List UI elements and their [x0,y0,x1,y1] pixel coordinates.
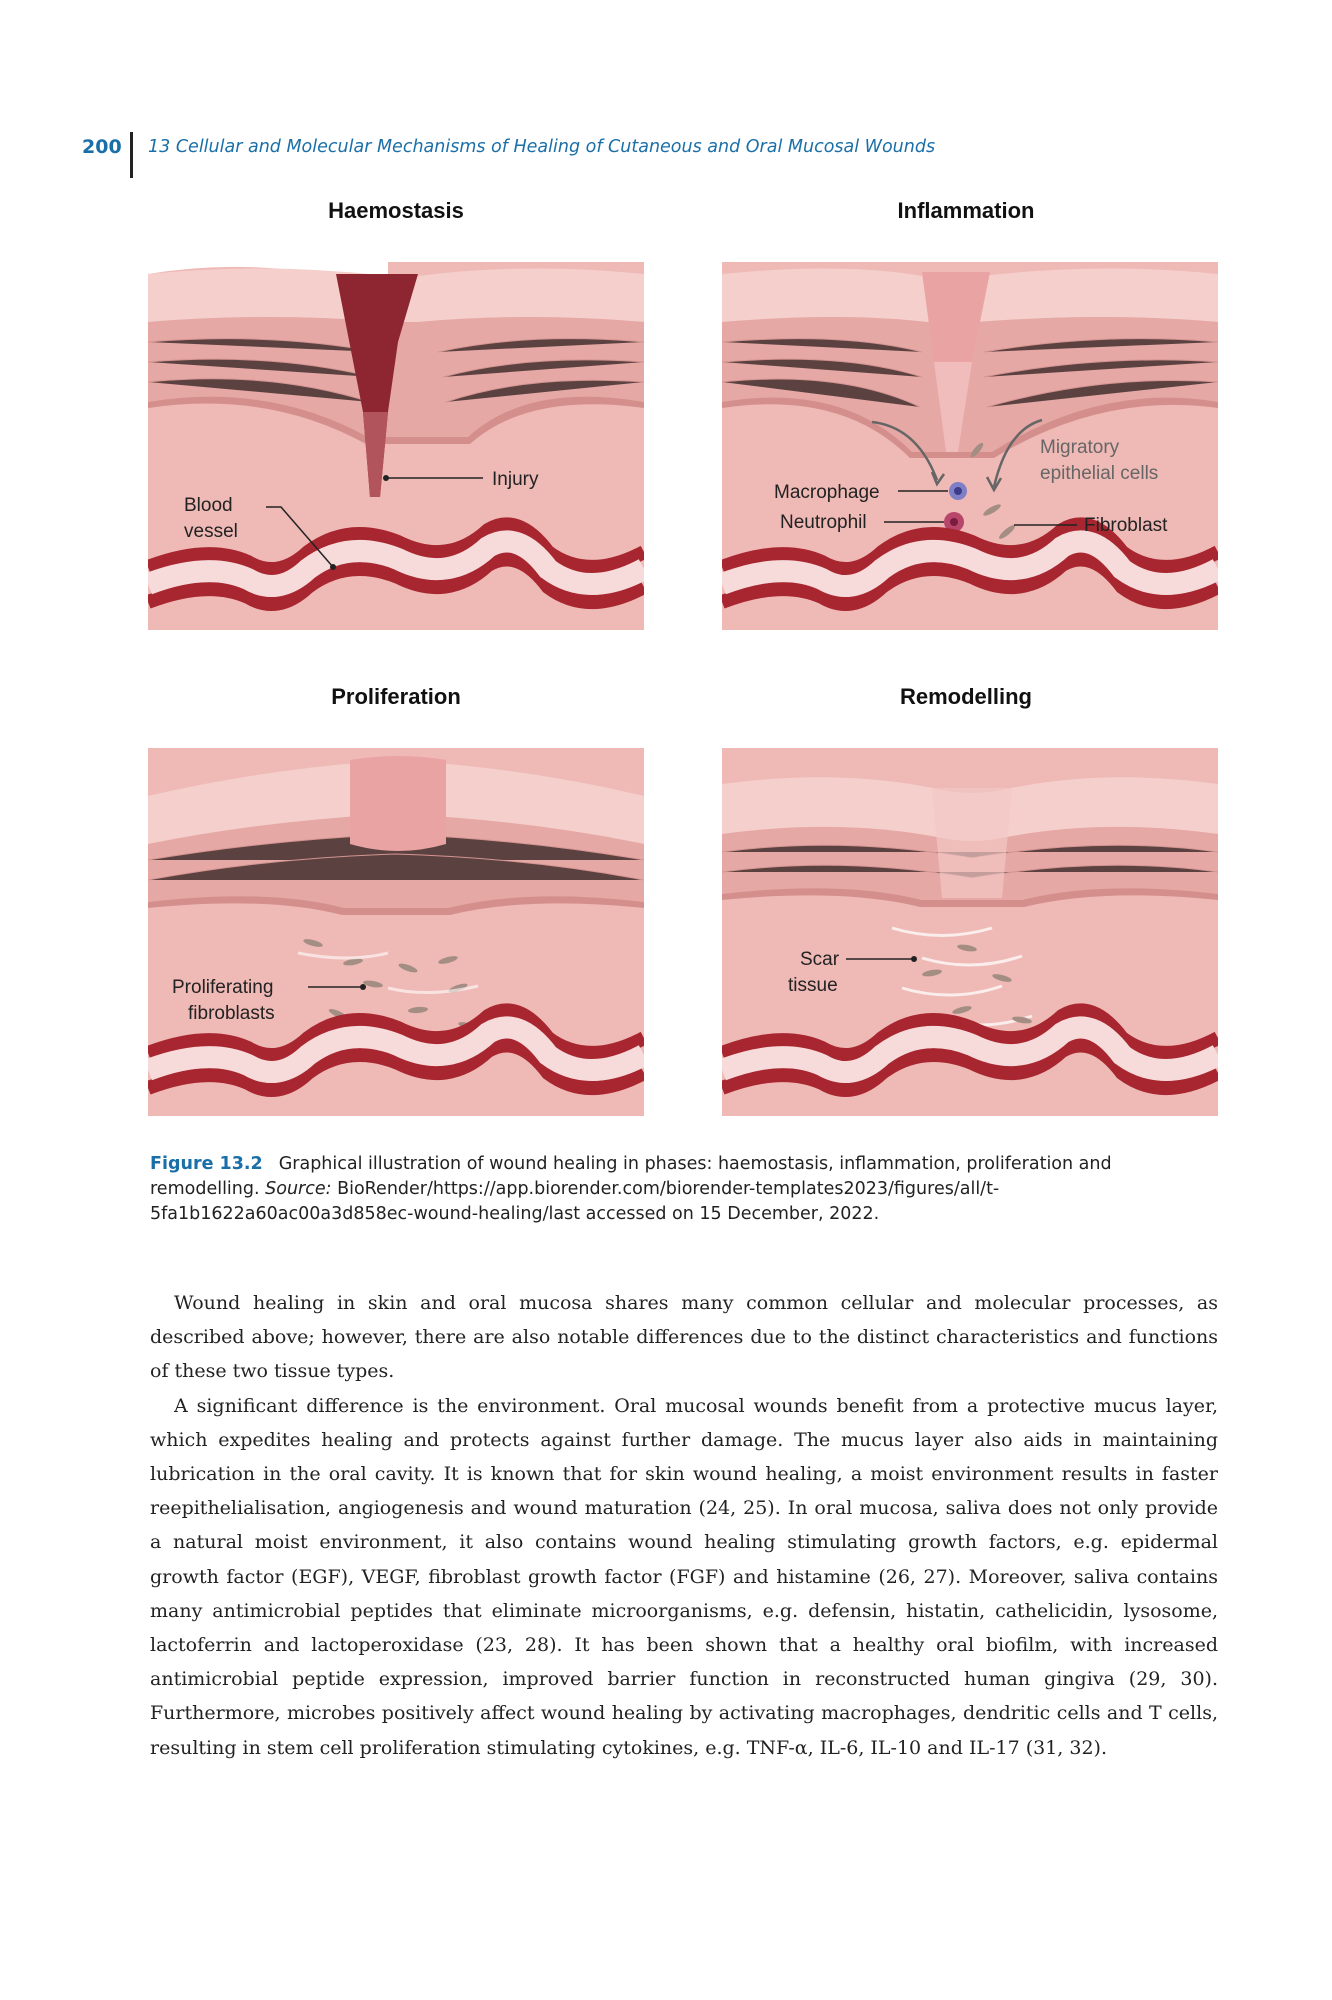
label-blood-vessel-1: Blood [184,495,233,516]
label-fibroblast: Fibroblast [1084,515,1168,536]
caption-source-text: BioRender/https://app.biorender.com/biorender-templates2023/figures/all/t-5fa1b1622a60ac00a3d858ec-wound-healing/last accessed on 15 December, 2022. [150,1179,1000,1224]
header-divider [130,132,133,178]
running-title: 13 Cellular and Molecular Mechanisms of Healing of Cutaneous and Oral Mucosal Wounds [148,137,936,157]
label-macrophage: Macrophage [774,482,880,503]
caption-source-label: Source: [265,1179,332,1199]
panel-title-haemostasis: Haemostasis [328,198,464,223]
label-neutrophil: Neutrophil [780,512,867,533]
label-blood-vessel-2: vessel [184,521,238,542]
paragraph: A significant difference is the environment. Oral mucosal wounds benefit from a protective mucus layer, which expedites healing and protects against further damage. The mucus layer also aids in maintaining lubrication in the oral cavity. It is known that for skin wound healing, a moist environment results in faster reepithelialisation, angiogenesis and wound maturation (24, 25). In oral mucosa, saliva does not only provide a natural moist environment, it also contains wound healing stimulating growth factors, e.g. epidermal growth factor (EGF), VEGF, fibroblast growth factor (FGF) and histamine (26, 27). Moreover, saliva contains many antimicrobial peptides that eliminate microorganisms, e.g. defensin, histatin, cathelicidin, lysosome, lactoferrin and lactoperoxidase (23, 28). It has been shown that a healthy oral biofilm, with increased antimicrobial peptide expression, improved barrier function in reconstructed human gingiva (29, 30). Furthermore, microbes positively affect wound healing by activating macrophages, dendritic cells and T cells, resulting in stem cell proliferation stimulating cytokines, e.g. TNF-α, IL-6, IL-10 and IL-17 (31, 32). [150,1394,1218,1759]
proliferation-illustration [148,748,644,1116]
label-scar-2: tissue [788,975,838,996]
panel-remodelling [722,748,1218,1116]
label-injury: Injury [492,469,539,490]
body-text [150,1286,1218,1765]
panel-title-inflammation: Inflammation [897,198,1035,223]
haemostasis-illustration [148,262,644,630]
label-proliferating-1: Proliferating [172,977,274,998]
inflammation-illustration [722,262,1218,630]
paragraph: Wound healing in skin and oral mucosa shares many common cellular and molecular processes, as described above; however, there are also notable differences due to the distinct characteristics and functions of these two tissue types. [150,1292,1218,1383]
page-number: 200 [82,136,122,158]
figure-caption [150,1152,1210,1227]
label-scar-1: Scar [800,949,840,970]
panel-title-proliferation: Proliferation [331,684,461,709]
label-migratory-2: epithelial cells [1040,463,1159,484]
panel-inflammation [722,262,1218,630]
panel-title-remodelling: Remodelling [899,684,1032,709]
panel-haemostasis [148,262,644,630]
panel-proliferation [148,748,644,1116]
label-proliferating-2: fibroblasts [188,1003,275,1024]
figure-label: Figure 13.2 [150,1154,263,1174]
label-migratory-1: Migratory [1040,437,1120,458]
remodelling-illustration [722,748,1218,1116]
caption-text: Graphical illustration of wound healing in phases: haemostasis, inflammation, proliferation and remodelling. [150,1154,1112,1199]
